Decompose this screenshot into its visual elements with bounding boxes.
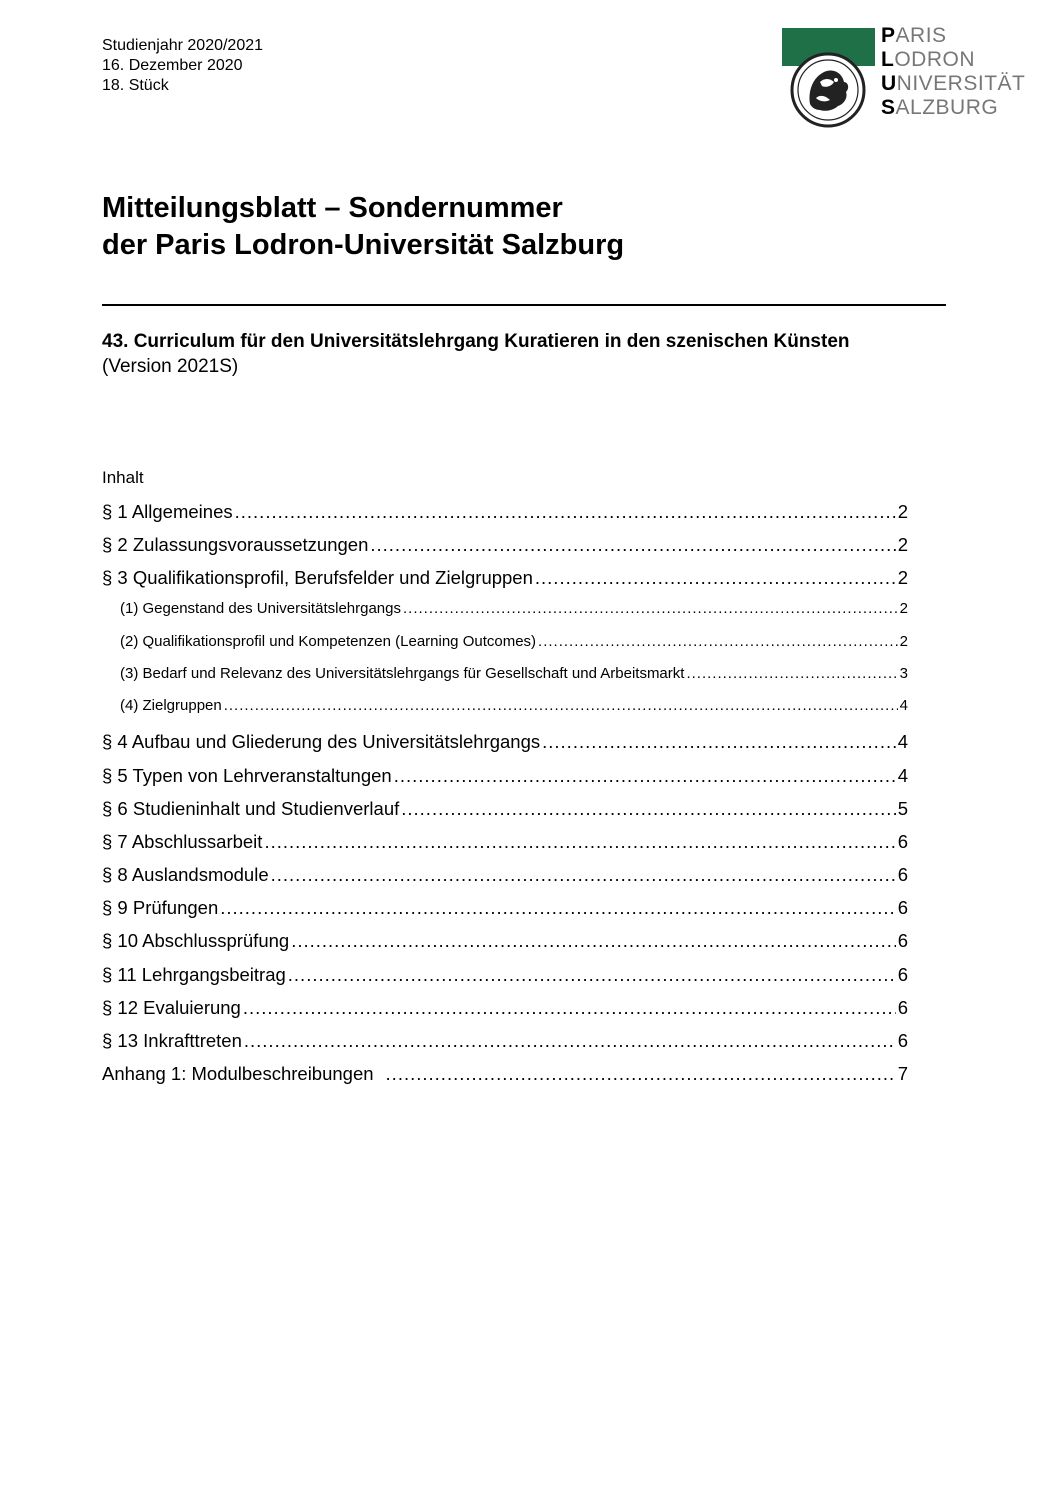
toc-entry[interactable]: § 2 Zulassungsvoraussetzungen ..... 2: [102, 534, 908, 556]
title-divider: [102, 304, 946, 306]
issue-date: 16. Dezember 2020: [102, 57, 243, 74]
toc-entry[interactable]: § 9 Prüfungen ..... 6: [102, 897, 908, 919]
toc-entry[interactable]: § 5 Typen von Lehrveranstaltungen ..... 4: [102, 765, 908, 787]
toc-entry[interactable]: § 1 Allgemeines ..... 2: [102, 501, 908, 523]
logo-wordmark: PARIS LODRON UNIVERSITÄT SALZBURG: [881, 24, 1026, 119]
toc-entry[interactable]: § 11 Lehrgangsbeitrag ..... 6: [102, 964, 908, 986]
curriculum-title: 43. Curriculum für den Universitätslehrgang Kuratieren in den szenischen Künsten: [102, 331, 850, 352]
academic-year: Studienjahr 2020/2021: [102, 37, 264, 54]
title-line-1: Mitteilungsblatt – Sondernummer: [102, 192, 563, 224]
university-logo: [756, 22, 1046, 150]
toc-entry[interactable]: § 4 Aufbau und Gliederung des Universitätslehrgangs ..... 4: [102, 731, 908, 753]
page-title: [102, 190, 624, 264]
toc-subentry[interactable]: (2) Qualifikationsprofil und Kompetenzen (Learning Outcomes) ..... 2: [120, 633, 908, 650]
toc-subentry[interactable]: (3) Bedarf und Relevanz des Universitätslehrgangs für Gesellschaft und Arbeitsmarkt ..... 3: [120, 665, 908, 682]
toc-entry[interactable]: § 7 Abschlussarbeit ..... 6: [102, 831, 908, 853]
lion-seal-icon: [790, 52, 866, 128]
toc-entry[interactable]: § 8 Auslandsmodule ..... 6: [102, 864, 908, 886]
toc-entry[interactable]: § 10 Abschlussprüfung ..... 6: [102, 930, 908, 952]
toc-entry[interactable]: § 13 Inkrafttreten ..... 6: [102, 1030, 908, 1052]
toc-entry[interactable]: § 6 Studieninhalt und Studienverlauf ..... 5: [102, 798, 908, 820]
toc-entry-appendix[interactable]: Anhang 1: Modulbeschreibungen ..... 7: [102, 1063, 908, 1085]
toc-subentry[interactable]: (4) Zielgruppen ..... 4: [120, 697, 908, 714]
toc-heading: Inhalt: [102, 468, 144, 487]
title-line-2: der Paris Lodron-Universität Salzburg: [102, 229, 625, 261]
toc-subentry[interactable]: (1) Gegenstand des Universitätslehrgangs ..... 2: [120, 600, 908, 617]
issue-meta: [102, 36, 263, 96]
curriculum-version: (Version 2021S): [102, 356, 239, 377]
toc-entry[interactable]: § 3 Qualifikationsprofil, Berufsfelder und Zielgruppen ..... 2: [102, 567, 908, 589]
issue-number: 18. Stück: [102, 77, 169, 94]
toc-entry[interactable]: § 12 Evaluierung ..... 6: [102, 997, 908, 1019]
